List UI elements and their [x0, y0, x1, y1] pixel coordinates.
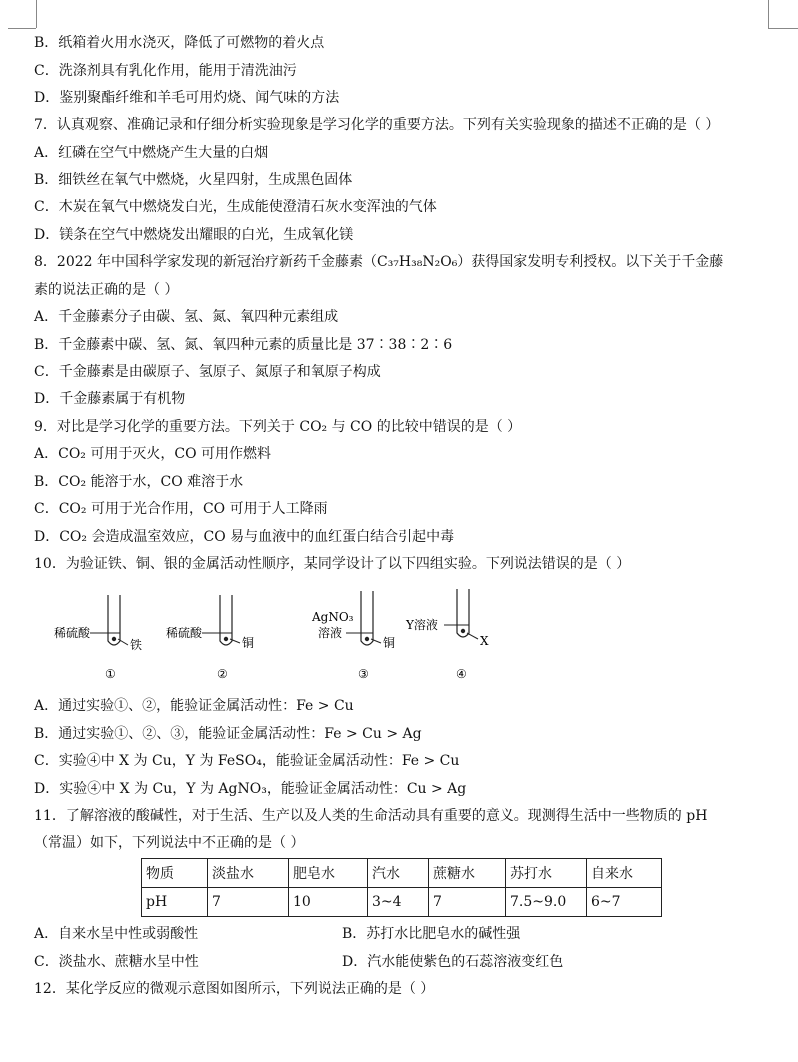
test-tube-1 [54, 595, 142, 681]
margin-mark-top-left-h [8, 28, 36, 29]
ph-table-header-row [142, 859, 662, 888]
table-cell: 苏打水 [506, 859, 587, 888]
q7-option-a: A．红磷在空气中燃烧产生大量的白烟 [34, 145, 269, 161]
table-cell: 蔗糖水 [429, 859, 506, 888]
q9-stem: 9．对比是学习化学的重要方法。下列关于 CO₂ 与 CO 的比较中错误的是（ ） [34, 419, 522, 435]
q11-option-d: D．汽水能使紫色的石蕊溶液变红色 [342, 954, 564, 970]
q12-stem: 12．某化学反应的微观示意图如图所示，下列说法正确的是（ ） [34, 981, 435, 997]
margin-mark-top-left [36, 0, 37, 28]
table-cell: 3~4 [368, 888, 429, 917]
tube-2-metal: 铜 [242, 636, 255, 650]
margin-mark-top-right [768, 0, 769, 28]
q8-option-a: A．千金藤素分子由碳、氢、氮、氧四种元素组成 [34, 309, 339, 325]
tube-1-metal: 铁 [130, 638, 143, 652]
q10-option-a: A．通过实验①、②，能验证金属活动性：Fe > Cu [34, 698, 354, 714]
margin-mark-top-right-h [768, 28, 798, 29]
test-tube-2 [166, 595, 254, 681]
q10-option-b: B．通过实验①、②、③，能验证金属活动性：Fe > Cu > Ag [34, 726, 422, 742]
q7-option-d: D．镁条在空气中燃烧发出耀眼的白光，生成氧化镁 [34, 227, 354, 243]
q11-stem-line1: 11．了解溶液的酸碱性，对于生活、生产以及人类的生命活动具有重要的意义。现测得生活中一些物质的 pH [34, 808, 708, 824]
tube-4-metal: X [480, 634, 489, 648]
q6-option-c: C．洗涤剂具有乳化作用，能用于清洗油污 [34, 63, 297, 79]
table-cell: 汽水 [368, 859, 429, 888]
q8-option-c: C．千金藤素是由碳原子、氢原子、氮原子和氧原子构成 [34, 364, 381, 380]
q9-option-a: A．CO₂ 可用于灭火，CO 可用作燃料 [34, 446, 272, 462]
table-cell: 10 [289, 888, 368, 917]
test-tube-4 [405, 589, 489, 681]
table-cell: 6~7 [587, 888, 662, 917]
q7-option-b: B．细铁丝在氧气中燃烧，火星四射，生成黑色固体 [34, 172, 353, 188]
ph-table [141, 858, 662, 917]
table-cell: 7.5~9.0 [506, 888, 587, 917]
ph-table-value-row [142, 888, 662, 917]
q11-stem-line2: （常温）如下，下列说法中不正确的是（ ） [34, 835, 305, 851]
test-tube-3 [311, 591, 395, 681]
table-cell: 物质 [142, 859, 208, 888]
q8-stem-line2: 素的说法正确的是（ ） [34, 282, 179, 298]
q11-option-b: B．苏打水比肥皂水的碱性强 [342, 926, 521, 942]
tube-3-solution-line1: AgNO₃ [312, 610, 354, 624]
tube-1-solution: 稀硫酸 [54, 626, 91, 640]
tube-1-number: ① [105, 667, 116, 681]
q7-stem: 7．认真观察、准确记录和仔细分析实验现象是学习化学的重要方法。下列有关实验现象的描述不正确的是（ ） [34, 117, 720, 133]
table-cell: 7 [208, 888, 289, 917]
q8-option-d: D．千金藤素属于有机物 [34, 391, 186, 407]
q11-option-a: A．自来水呈中性或弱酸性 [34, 926, 199, 942]
table-cell: 7 [429, 888, 506, 917]
tube-3-solution-line2: 溶液 [318, 626, 343, 640]
q11-options-row-1 [34, 925, 774, 943]
experiment-figure [50, 583, 510, 689]
table-cell: 肥皂水 [289, 859, 368, 888]
q10-option-c: C．实验④中 X 为 Cu，Y 为 FeSO₄，能验证金属活动性：Fe > Cu [34, 753, 460, 769]
q11-options-row-2 [34, 953, 774, 971]
table-cell: 淡盐水 [208, 859, 289, 888]
tube-2-number: ② [217, 667, 228, 681]
q10-option-d: D．实验④中 X 为 Cu，Y 为 AgNO₃，能验证金属活动性：Cu > Ag [34, 781, 467, 797]
q9-option-b: B．CO₂ 能溶于水，CO 难溶于水 [34, 474, 244, 490]
q8-stem-line1: 8．2022 年中国科学家发现的新冠治疗新药千金藤素（C₃₇H₃₈N₂O₆）获得国家发明专利授权。以下关于千金藤 [34, 254, 724, 270]
q6-option-b: B．纸箱着火用水浇灭，降低了可燃物的着火点 [34, 35, 325, 51]
table-cell: 自来水 [587, 859, 662, 888]
q9-option-c: C．CO₂ 可用于光合作用，CO 可用于人工降雨 [34, 501, 328, 517]
table-cell: pH [142, 888, 208, 917]
tube-3-metal: 铜 [383, 636, 396, 650]
q7-option-c: C．木炭在氧气中燃烧发白光，生成能使澄清石灰水变浑浊的气体 [34, 199, 437, 215]
tube-2-solution: 稀硫酸 [166, 626, 203, 640]
tube-4-number: ④ [456, 667, 467, 681]
tube-3-number: ③ [358, 667, 369, 681]
tube-4-solution: Y溶液 [406, 618, 438, 632]
q11-option-c: C．淡盐水、蔗糖水呈中性 [34, 954, 199, 970]
q8-option-b: B．千金藤素中碳、氢、氮、氧四种元素的质量比是 37∶38∶2∶6 [34, 337, 453, 353]
q6-option-d: D．鉴别聚酯纤维和羊毛可用灼烧、闻气味的方法 [34, 90, 340, 106]
q9-option-d: D．CO₂ 会造成温室效应，CO 易与血液中的血红蛋白结合引起中毒 [34, 529, 455, 545]
q10-stem: 10．为验证铁、铜、银的金属活动性顺序，某同学设计了以下四组实验。下列说法错误的是（ ） [34, 556, 631, 572]
